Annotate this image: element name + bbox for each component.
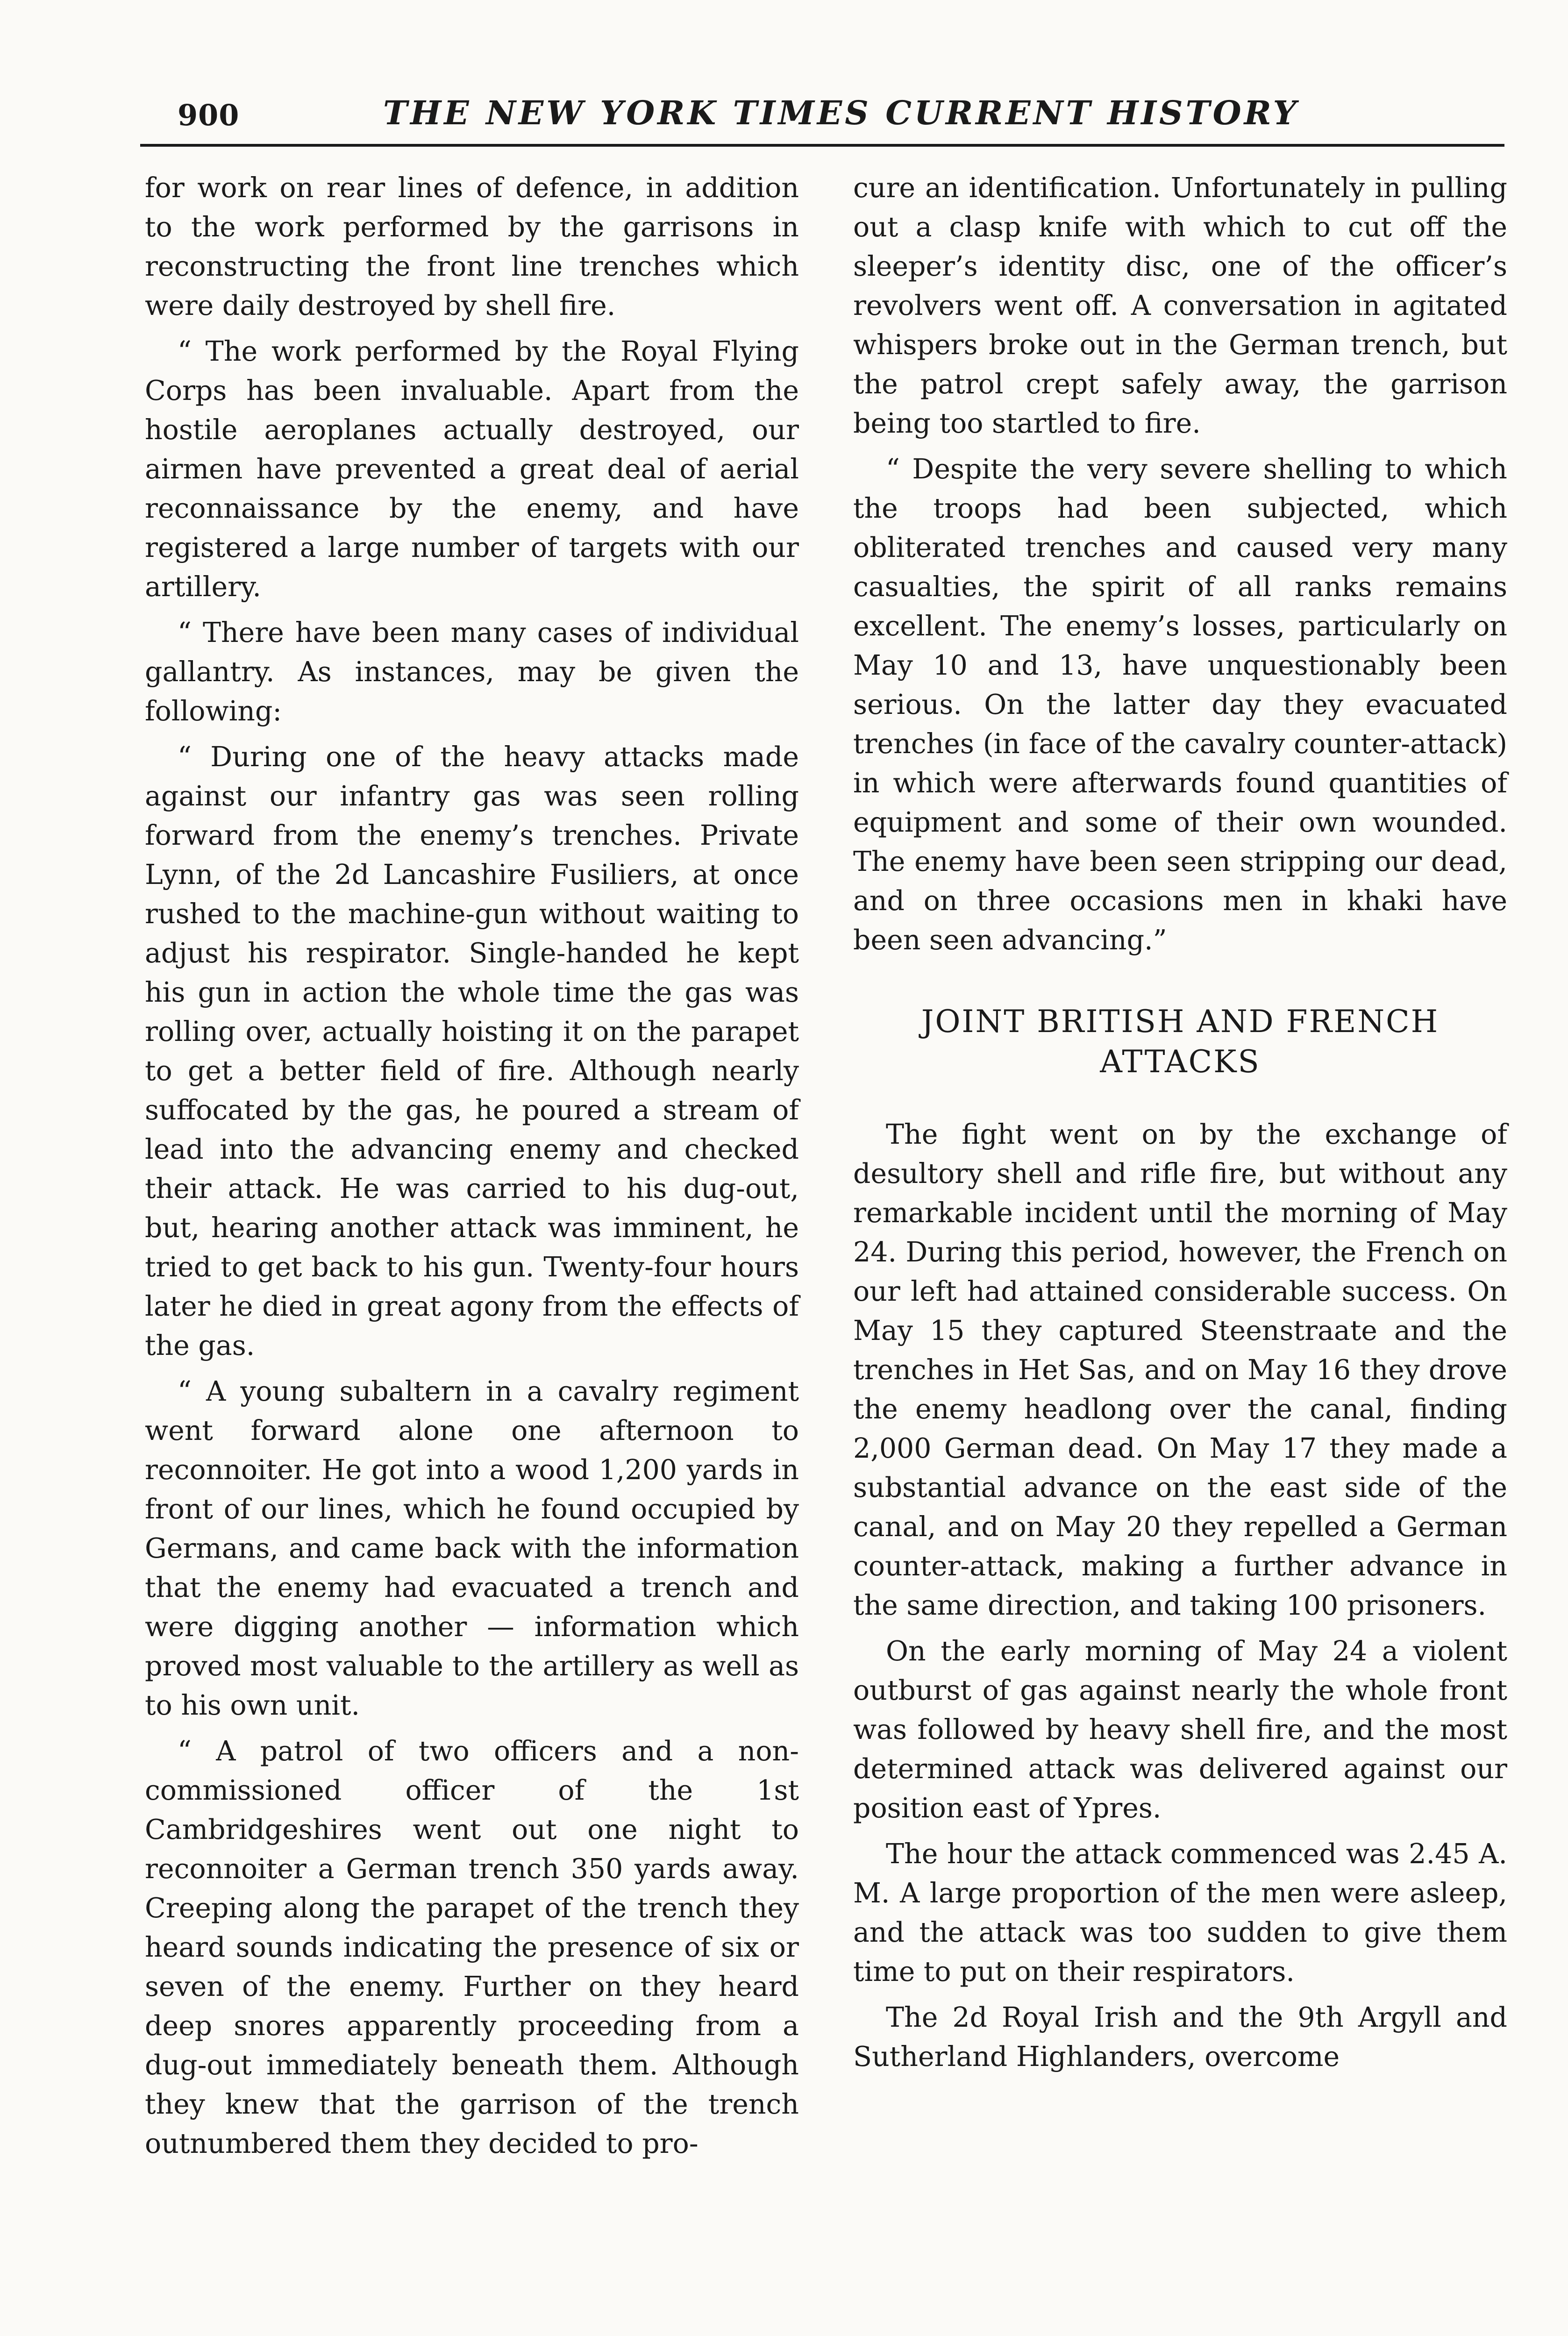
paragraph: On the early morning of May 24 a violent outburst of gas against nearly the whole front was followed by heavy shell fire, and the most determined attack was delivered against our position east of Ypres. <box>853 1635 1507 1824</box>
running-head <box>140 84 1504 154</box>
header-rule <box>140 144 1504 147</box>
paragraph: “ The work performed by the Royal Flying Corps has been invaluable. Apart from the hostile aeroplanes actually destroyed, our airmen have prevented a great deal of aerial reconnaissance by the enemy, and have registered a large number of targets with our artillery. <box>145 335 799 603</box>
paragraph: The 2d Royal Irish and the 9th Argyll and Sutherland Highlanders, overcome <box>853 2001 1507 2072</box>
section-heading-line: ATTACKS <box>1100 1044 1261 1080</box>
paragraph: The hour the attack commenced was 2.45 A. M. A large proportion of the men were asleep, and the attack was too sudden to give them time to put on their respirators. <box>853 1838 1507 1987</box>
paragraph: “ A young subaltern in a cavalry regiment went forward alone one afternoon to reconnoiter. He got into a wood 1,200 yards in front of our lines, which he found occupied by Germans, and came back with the information that the enemy had evacuated a trench and were digging another — information which proved most valuable to the artillery as well as to his own unit. <box>145 1375 799 1721</box>
left-column <box>145 168 799 2170</box>
right-column <box>853 168 1507 2083</box>
paragraph: “ During one of the heavy attacks made against our infantry gas was seen rolling forward from the enemy’s trenches. Private Lynn, of the 2d Lancashire Fusiliers, at once rushed to the machine-gun without waiting to adjust his respirator. Single-handed he kept his gun in action the whole time the gas was rolling over, actually hoisting it on the parapet to get a better field of fire. Although nearly suffocated by the gas, he poured a stream of lead into the advancing enemy and checked their attack. He was carried to his dug-out, but, hearing another attack was imminent, he tried to get back to his gun. Twenty-four hours later he died in great agony from the effects of the gas. <box>145 741 799 1361</box>
section-heading <box>853 1002 1507 1082</box>
paragraph: for work on rear lines of defence, in addition to the work performed by the garrisons in reconstructing the front line trenches which were daily destroyed by shell fire. <box>145 172 799 321</box>
section-heading-line: JOINT BRITISH AND FRENCH <box>921 1004 1440 1040</box>
page-number: 900 <box>178 98 240 132</box>
paragraph: cure an identification. Unfortunately in pulling out a clasp knife with which to cut off the sleeper’s identity disc, one of the officer’s revolvers went off. A conversation in agitated whispers broke out in the German trench, but the patrol crept safely away, the garrison being too startled to fire. <box>853 172 1507 439</box>
paragraph: “ There have been many cases of individual gallantry. As instances, may be given the following: <box>145 617 799 727</box>
journal-title: THE NEW YORK TIMES CURRENT HISTORY <box>383 93 1299 132</box>
paragraph: “ Despite the very severe shelling to which the troops had been subjected, which obliterated trenches and caused very many casualties, the spirit of all ranks remains excellent. The enemy’s losses, particularly on May 10 and 13, have unquestionably been serious. On the latter day they evacuated trenches (in face of the cavalry counter-attack) in which were afterwards found quantities of equipment and some of their own wounded. The enemy have been seen stripping our dead, and on three occasions men in khaki have been seen advancing.” <box>853 453 1507 956</box>
paragraph: “ A patrol of two officers and a non-commissioned officer of the 1st Cambridgeshires went out one night to reconnoiter a German trench 350 yards away. Creeping along the parapet of the trench they heard sounds indicating the presence of six or seven of the enemy. Further on they heard deep snores apparently proceeding from a dug-out immediately beneath them. Although they knew that the garrison of the trench outnumbered them they decided to pro- <box>145 1735 799 2159</box>
paragraph: The fight went on by the exchange of desultory shell and rifle fire, but without any remarkable incident until the morning of May 24. During this period, however, the French on our left had attained considerable success. On May 15 they captured Steenstraate and the trenches in Het Sas, and on May 16 they drove the enemy headlong over the canal, finding 2,000 German dead. On May 17 they made a substantial advance on the east side of the canal, and on May 20 they repelled a German counter-attack, making a further advance in the same direction, and taking 100 prisoners. <box>853 1118 1507 1621</box>
